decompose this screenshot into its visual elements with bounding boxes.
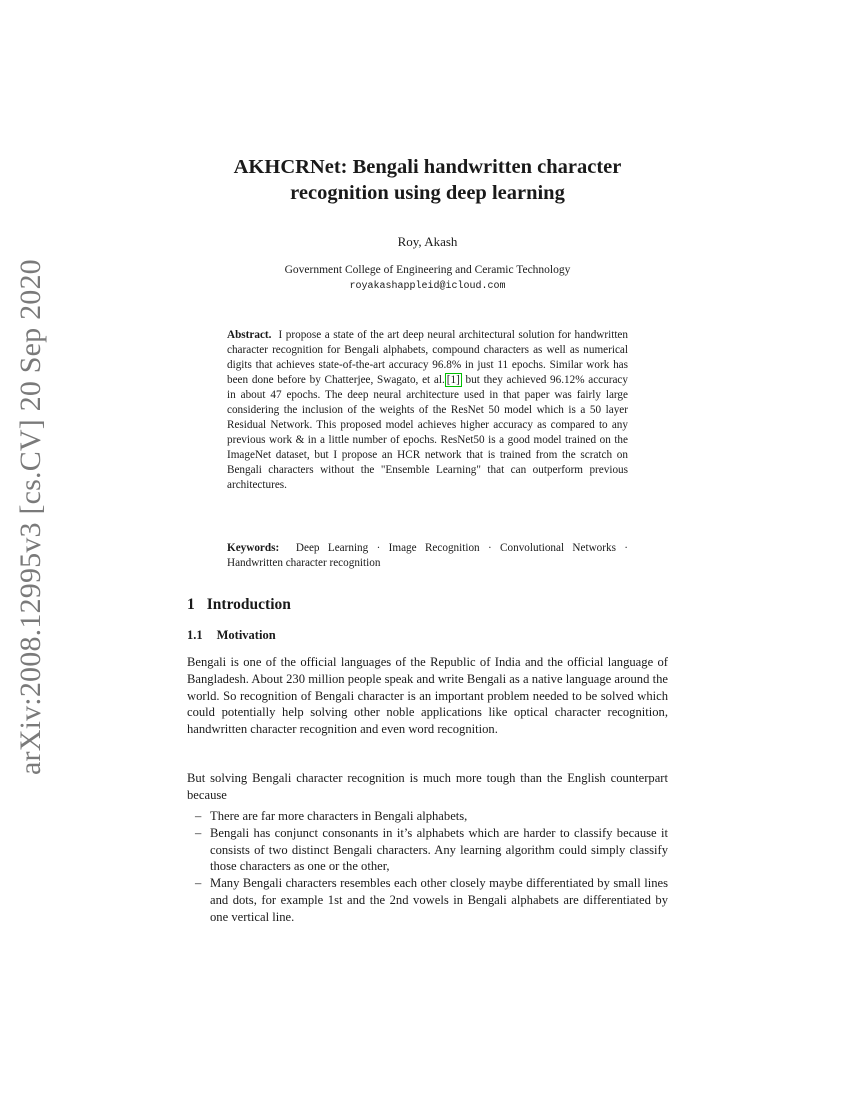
author-affiliation: Government College of Engineering and Ceramic Technology (284, 264, 571, 276)
section-title: Introduction (206, 596, 291, 613)
list-dash-marker: – (195, 876, 202, 891)
list-item-text: There are far more characters in Bengali alphabets, (210, 809, 468, 823)
difficulty-list (187, 808, 668, 926)
list-item (187, 808, 668, 825)
list-item (187, 825, 668, 875)
list-dash-marker: – (195, 825, 202, 840)
abstract-text-part-1: I propose a state of the art deep neural architectural solution for handwritten character recognition for Bengali alphabets, compound characters as well as numerical digits that achieves state-of-the-art accuracy 96.8% in just 11 epochs. Similar work has been done before by Chatterjee, Swagato, et al. (227, 329, 628, 386)
subsection-title: Motivation (216, 628, 276, 642)
list-dash-marker: – (195, 809, 202, 823)
subsection-heading-motivation (187, 628, 276, 643)
keywords (227, 541, 628, 571)
section-number: 1 (187, 596, 195, 613)
arxiv-stamp: arXiv:2008.12995v3 [cs.CV] 20 Sep 2020 (14, 259, 47, 775)
abstract-label: Abstract. (227, 329, 272, 341)
paper-title-line-2: recognition using deep learning (290, 182, 565, 204)
citation-link[interactable]: [1] (446, 374, 460, 386)
paragraph-motivation-2: But solving Bengali character recognition is much more tough than the English counterpart because (187, 771, 668, 802)
subsection-number: 1.1 (187, 628, 203, 642)
list-item-text: Many Bengali characters resembles each other closely maybe differentiated by small lines and dots, for example 1st and the 2nd vowels in Bengali alphabets are differentiated by one vertical line. (210, 876, 668, 924)
abstract (227, 328, 628, 493)
list-item-text: Bengali has conjunct consonants in it’s alphabets which are harder to classify because it consists of two distinct Bengali characters. Any learning algorithm could simply classify those characters as one or the other, (210, 825, 668, 874)
paper-title (150, 154, 705, 206)
keywords-text: Deep Learning · Image Recognition · Convolutional Networks · Handwritten character recognition (227, 542, 628, 569)
keywords-label: Keywords: (227, 542, 280, 554)
section-heading-introduction (187, 596, 291, 614)
author-email[interactable]: royakashappleid@icloud.com (349, 281, 506, 292)
author-name: Roy, Akash (397, 234, 458, 249)
abstract-text-part-2: but they achieved 96.12% accuracy in about 47 epochs. The deep neural architecture used in that paper was fairly large considering the inclusion of the weights of the ResNet 50 model which is a 50 layer Residual Network. This proposed model achieves higher accuracy as compared to any previous work & in a little number of epochs. ResNet50 is a good model trained on the ImageNet dataset, but I propose an HCR network that is trained from the scratch on Bengali characters without the "Ensemble Learning" that can outperform previous architectures. (227, 374, 628, 491)
paper-title-line-1: AKHCRNet: Bengali handwritten character (233, 156, 622, 178)
list-item (187, 875, 668, 925)
paragraph-motivation-1: Bengali is one of the official languages of the Republic of India and the official language of Bangladesh. About 230 million people speak and write Bengali as a native language around the world. So recognition of Bengali character is an important problem needed to be solved which could potentially help solving other noble applications like optical character recognition, handwritten character recognition and even word recognition. (187, 655, 668, 737)
